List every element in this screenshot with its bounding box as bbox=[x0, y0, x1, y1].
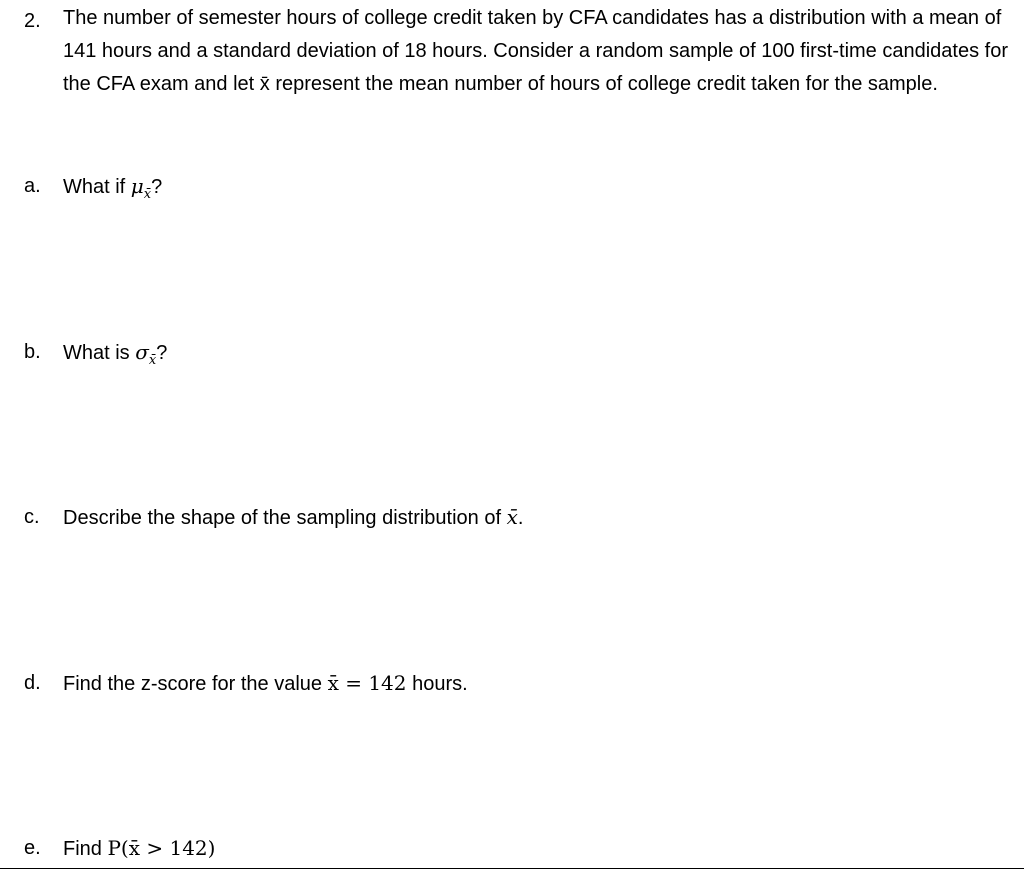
part-a bbox=[0, 170, 1024, 210]
x-bar-symbol: x̄ bbox=[506, 505, 518, 529]
part-a-suffix: ? bbox=[151, 176, 163, 198]
part-a-letter: a. bbox=[24, 175, 41, 197]
x-bar-equation: x̄ = 142 bbox=[327, 671, 407, 695]
part-e-question bbox=[63, 832, 215, 866]
sigma-symbol: σ bbox=[135, 340, 149, 364]
part-b-question bbox=[63, 336, 167, 377]
part-c-question bbox=[63, 501, 523, 535]
part-b bbox=[0, 336, 1024, 376]
part-b-letter: b. bbox=[24, 341, 41, 363]
part-d-prefix: Find the z-score for the value bbox=[63, 673, 328, 695]
part-d-question bbox=[63, 667, 468, 701]
probability-expression: P(x̄ > 142) bbox=[107, 836, 216, 860]
sigma-subscript: x̄ bbox=[148, 353, 157, 368]
part-b-prefix: What is bbox=[63, 342, 136, 364]
part-c-prefix: Describe the shape of the sampling distribution of bbox=[63, 507, 507, 529]
part-e bbox=[0, 832, 1024, 872]
part-b-suffix: ? bbox=[156, 342, 168, 364]
part-e-prefix: Find bbox=[63, 838, 108, 860]
part-c bbox=[0, 501, 1024, 541]
part-a-question bbox=[63, 170, 162, 211]
part-d-letter: d. bbox=[24, 672, 41, 694]
part-c-letter: c. bbox=[24, 506, 40, 528]
bottom-divider bbox=[0, 868, 1024, 869]
problem-number: 2. bbox=[24, 10, 41, 32]
part-c-suffix: . bbox=[517, 507, 524, 529]
part-a-prefix: What if bbox=[63, 176, 131, 198]
part-d bbox=[0, 667, 1024, 707]
mu-subscript: x̄ bbox=[143, 187, 152, 202]
part-e-letter: e. bbox=[24, 837, 41, 859]
part-d-suffix: hours. bbox=[406, 673, 468, 695]
mu-symbol: μ bbox=[130, 174, 144, 198]
problem-statement: The number of semester hours of college credit taken by CFA candidates has a distribution with a mean of 141 hours and a standard deviation of 18 hours. Consider a random sample of 100 first-time candidates for the CFA exam and let x̄ represent the mean number of hours of college credit taken for the sample. bbox=[63, 7, 1008, 95]
